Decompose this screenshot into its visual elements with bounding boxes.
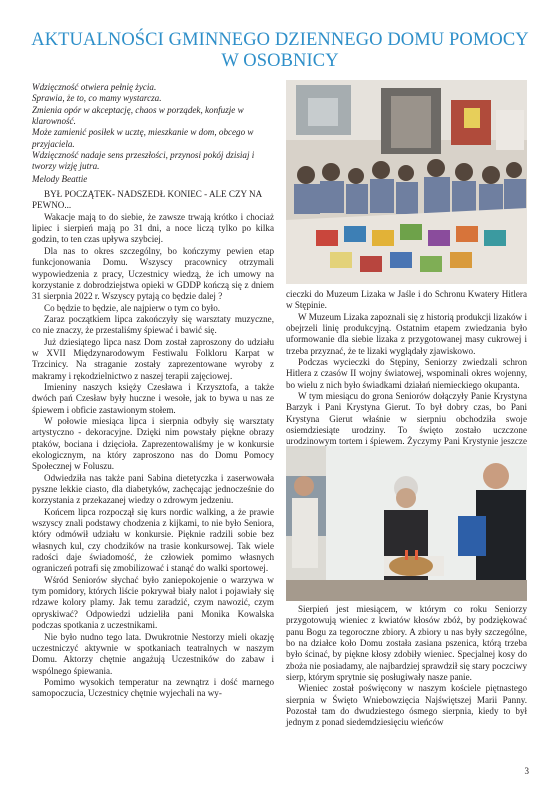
paragraph: cieczki do Muzeum Lizaka w Jaśle i do Schronu Kwatery Hitlera w Stępinie.: [286, 289, 527, 311]
paragraph: Imieniny naszych księży Czesława i Krzysztofa, a także dwóch pań Czesław były huczne i wesołe, jak to bywa u nas ze śpiewem i obficie zastawionym stołem.: [32, 381, 274, 415]
paragraph: Nie było nudno tego lata. Dwukrotnie Nestorzy mieli okazję uczestniczyć aktywnie w spotkaniach teatralnych w naszym Domu. Aktorzy chętnie angażują Uczestników do zabaw i wspólnego śpiewania.: [32, 631, 274, 676]
poem-line: Zmienia opór w akceptację, chaos w porządek, konfuzje w klarowność.: [32, 104, 244, 127]
paragraph: Pomimo wysokich temperatur na zewnątrz i dość marnego samopoczucia, Uczestnicy chętnie wyjechali na wy-: [32, 676, 274, 699]
paragraph: Wakacje mają to do siebie, że zawsze trwają krótko i chociaż lipiec i sierpień mają po 31 dni, a noce liczą tylko po kilka godzin, to ten czas upływa szybciej.: [32, 211, 274, 245]
poem-line: Wdzięczność nadaje sens przeszłości, przynosi pokój dzisiaj i tworzy wizję jutra.: [32, 150, 255, 172]
poem-line: Sprawia, że to, co mamy wystarcza.: [32, 93, 162, 104]
right-column-lower: [286, 604, 527, 729]
paragraph: Co będzie to będzie, ale najpierw o tym co było.: [44, 302, 221, 313]
left-column: [32, 82, 274, 700]
birthday-photo: [286, 446, 527, 601]
birthday-photo-illustration: [286, 446, 527, 601]
paragraph: W tym miesiącu do grona Seniorów dołączyły Panie Krystyna Barzyk i Pani Krystyna Gierut. To był dobry czas, bo Pani Krystyna Gierut właśnie w sierpniu obchodziła swoje osiemdziesiąte urodziny. To święto zostało uczczone urodzinowym tortem i śpiewem. Życzymy Pani Krystynie jeszcze: [286, 391, 527, 447]
paragraph: Dla nas to okres szczególny, bo kończymy pewien etap funkcjonowania Domu. Wszyscy pracownicy otrzymali wypowiedzenia z pracy, Uczestnicy wiedzą, że ich umowy na korzystanie z dobrodziejstwa opieki w GDDP kończą się z dniem 31 sierpnia 2022 r. Wszyscy pytają co będzie dalej ?: [32, 245, 274, 302]
page-title: AKTUALNOŚCI GMINNEGO DZIENNEGO DOMU POMOCY: [31, 30, 529, 50]
poem-line: Może zamienić posiłek w ucztę, mieszkanie w dom, obcego w przyjaciela.: [32, 127, 254, 149]
right-column: [286, 289, 527, 459]
paragraph: Wieniec został poświęcony w naszym kościele piętnastego sierpnia w Święto Wniebowzięcia Najświętszej Marii Panny. Pozostał tam do dwudziestego ósmego sierpnia, kiedy to był jednym z ponad siedemdziesięciu wieńców: [286, 683, 527, 728]
page-number: 3: [524, 766, 529, 776]
group-photo-illustration: [286, 80, 527, 284]
paragraph: W połowie miesiąca lipca i sierpnia odbyły się warsztaty artystyczno - dekoracyjne. Dzięki nim powstały piękne obrazy ptaków, bociana i dzięcioła. Zaprezentowaliśmy je w konkursie ekologicznym, na który zaproszono nas do Domu Pomocy Społecznej w Foluszu.: [32, 415, 274, 472]
article-heading: BYŁ POCZĄTEK- NADSZEDŁ KONIEC - ALE CZY NA PEWNO...: [32, 189, 262, 211]
paragraph: Podczas wycieczki do Stępiny, Seniorzy zwiedzali schron Hitlera z czasów II wojny światowej, wspominali okres wojenny, bo wielu z nich było świadkami działań niemieckiego okupanta.: [286, 357, 527, 390]
paragraph: Odwiedziła nas także pani Sabina dietetyczka i zaserwowała pyszne lekkie ciasto, dla diabetyków, zachęcając jednocześnie do korzystania z przekazanej wiedzy o zdrowym jedzeniu.: [32, 472, 274, 506]
paragraph: Końcem lipca rozpoczął się kurs nordic walking, a że prawie wszyscy znali podstawy chodzenia z kijkami, to nie było Seniora, który odmówił udziału w konkursie. Pięknie radzili sobie bez własnych kul, czy chodzików na trasie konkursowej. Tak wiele radości daje świadomość, że człowiek pomimo własnych ograniczeń potrafi się zmobilizować i stanąć do walki sportowej.: [32, 506, 274, 574]
paragraph: Zaraz początkiem lipca zakończyły się warsztaty muzyczne, co nie znaczy, że przestaliśmy śpiewać i bawić się.: [32, 313, 274, 336]
paragraph: Już dziesiątego lipca nasz Dom został zaproszony do udziału w XVII Międzynarodowym Festiwalu Folkloru Karpat w Trzcinicy. Na straganie zostały zaprezentowane wyroby z makramy i rękodzielnictwo z naszej terapii zajęciowej.: [32, 336, 274, 381]
group-photo: [286, 80, 527, 284]
poem-author: Melody Beattie: [32, 173, 88, 184]
paragraph: W Muzeum Lizaka zapoznali się z historią produkcji lizaków i obejrzeli linię produkcyjną. Ostatnim etapem zwiedzania było uformowanie dla siebie lizaka z przygotowanej masy cukrowej i trzeba przyznać, że te lizaki wyglądały zjawiskowo.: [286, 311, 527, 356]
poem: [32, 82, 274, 185]
page-title-line2: W OSOBNICY: [221, 51, 339, 71]
paragraph: Wśród Seniorów słychać było zaniepokojenie o warzywa w tym pomidory, których liście pokrywał biały nalot i pojawiały się rdzawe kolory plamy. Jak temu zaradzić, czym nawozić, czym opryskiwać? Odpowiedzi udzieliła pani Monika Kowalska podczas spotkania z uczestnikami.: [32, 574, 274, 631]
paragraph: Sierpień jest miesiącem, w którym co roku Seniorzy przygotowują wieniec z kwiatów kłosów zbóż, by podziękować panu Bogu za tegoroczne zbiory. A zbiory u nas były szczególne, bo na działce koło Domu została zasiana pszenica, którą trzeba było ścinać, by piękne kłosy zdobiły wieniec. Specjalnej kosy do zboża nie posiadamy, ale najbardziej sprawdził się stary poczciwy sierp, którym sprytnie się posługiwały nasze panie.: [286, 604, 527, 683]
poem-line: Wdzięczność otwiera pełnię życia.: [32, 82, 157, 92]
